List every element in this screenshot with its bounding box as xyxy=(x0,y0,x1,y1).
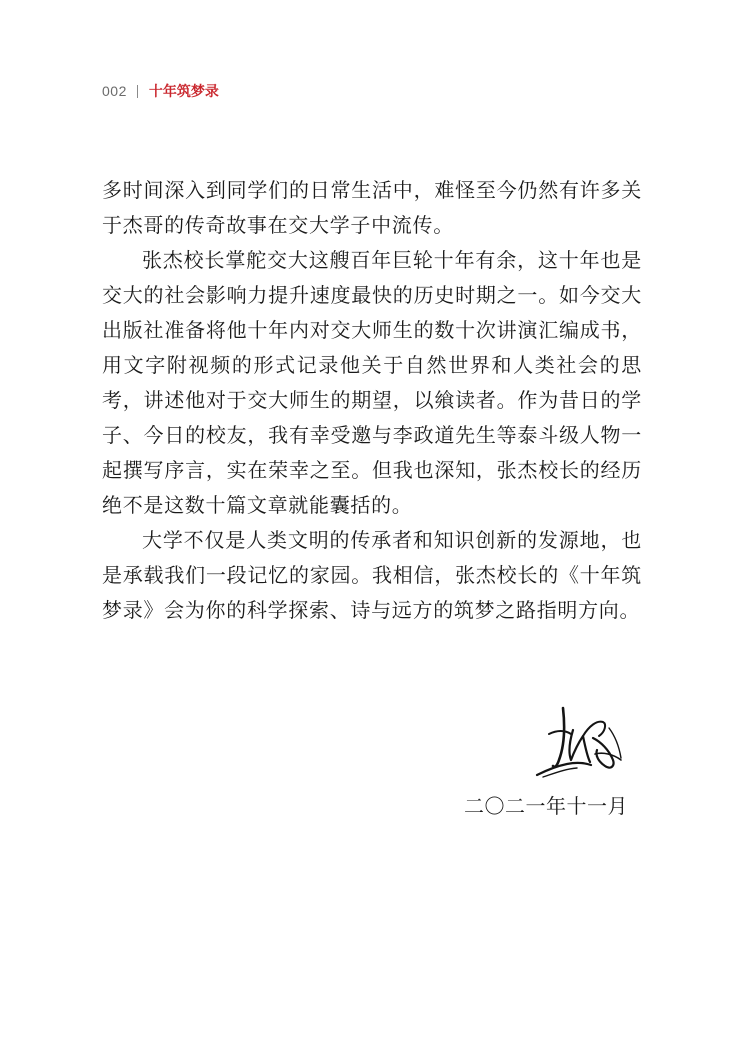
body-text xyxy=(102,173,642,628)
header-divider xyxy=(137,85,138,98)
signature-date: 二〇二一年十一月 xyxy=(464,794,628,818)
running-header xyxy=(102,80,219,102)
paragraph-continuation: 多时间深入到同学们的日常生活中，难怪至今仍然有许多关于杰哥的传奇故事在交大学子中流传。 xyxy=(102,178,642,237)
paragraph: 张杰校长掌舵交大这艘百年巨轮十年有余，这十年也是交大的社会影响力提升速度最快的历史时期之一。如今交大出版社准备将他十年内对交大师生的数十次讲演汇编成书，用文字附视频的形式记录他关于自然世界和人类社会的思考，讲述他对于交大师生的期望，以飨读者。作为昔日的学子、今日的校友，我有幸受邀与李政道先生等泰斗级人物一起撰写序言，实在荣幸之至。但我也深知，张杰校长的经历绝不是这数十篇文章就能囊括的。 xyxy=(102,248,642,517)
page-number: 002 xyxy=(102,83,127,99)
handwritten-signature xyxy=(533,700,633,786)
book-title: 十年筑梦录 xyxy=(148,84,219,100)
paragraph: 大学不仅是人类文明的传承者和知识创新的发源地，也是承载我们一段记忆的家园。我相信，张杰校长的《十年筑梦录》会为你的科学探索、诗与远方的筑梦之路指明方向。 xyxy=(102,528,642,622)
